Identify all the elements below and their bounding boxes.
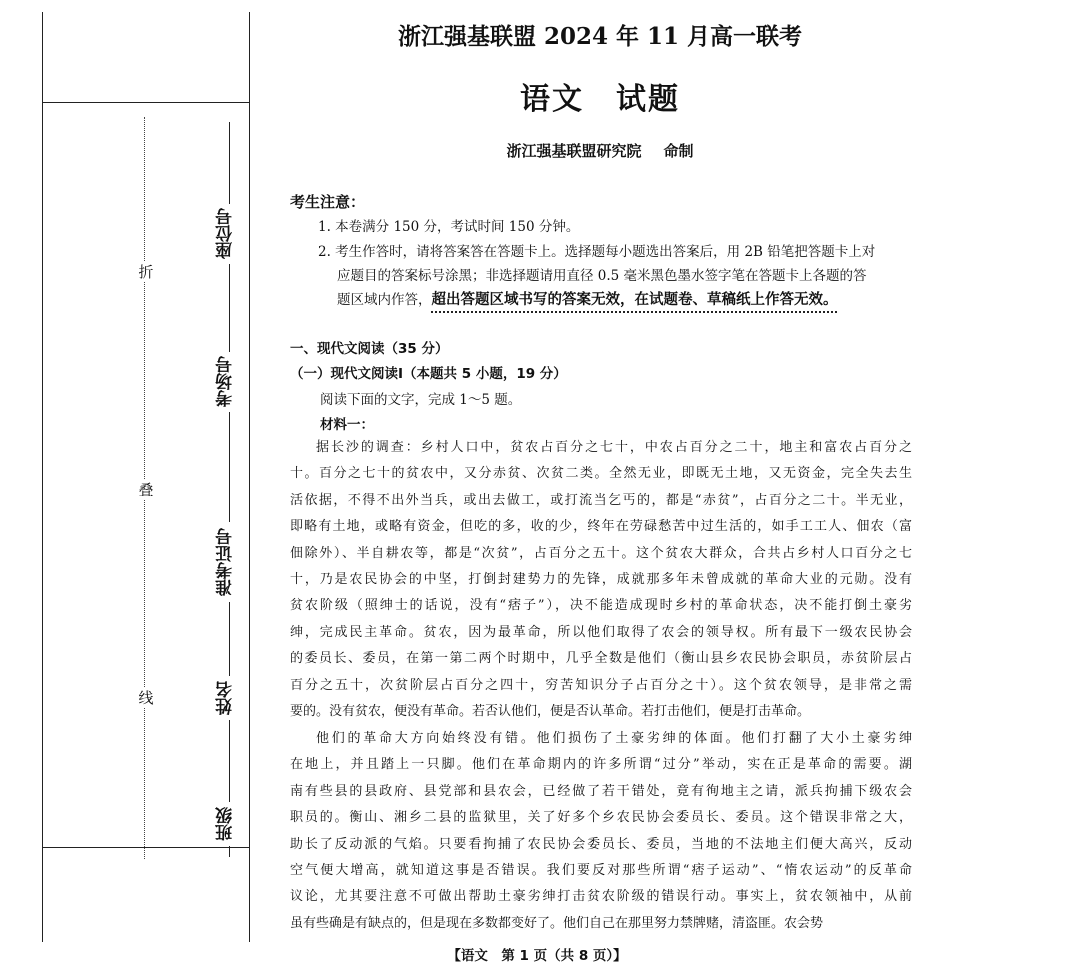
fold-char-3: 线 [136, 688, 156, 708]
paragraph-line: 要的。没有贫农，便没有革命。若否认他们，便是否认革命。若打击他们，便是打击革命。 [290, 703, 811, 719]
field-name: 姓名 [213, 676, 245, 720]
margin-bottom-divider [43, 847, 249, 848]
notice-heading: 考生注意： [290, 193, 366, 211]
publisher-role: 命制 [663, 142, 694, 160]
page-footer: 【语文 第 1 页（共 8 页）】 [447, 948, 627, 964]
field-exam-room: 考场号 [213, 352, 245, 412]
subpart-heading: （一）现代文阅读Ⅰ（本题共 5 小题，19 分） [290, 366, 567, 382]
paragraph-line: 南有些县的县政府、县党部和县农会，已经做了若干错处，竟有徇地主之请，派兵拘捕下级农会 [290, 783, 912, 799]
paragraph-line: 绅，完成民主革命。贫农，因为最革命，所以他们取得了农会的领导权。所有最下一级农民协会 [290, 624, 912, 640]
field-seat-number: 座位号 [213, 204, 245, 264]
paragraph-line: 十，乃是农民协会的中坚，打倒封建势力的先锋，成就那多年未曾成就的革命大业的元勋。没有 [290, 571, 912, 587]
fold-char-1: 折 [136, 262, 156, 282]
margin-top-divider [43, 102, 249, 103]
fold-char-2: 叠 [136, 480, 156, 500]
paragraph-line: 贫农阶级（照绅士的话说，没有“痞子”），决不能造成现时乡村的革命状态，决不能打倒土豪劣 [290, 598, 912, 614]
paragraph-line: 活依据，不得不出外当兵，或出去做工，或打流当乞丐的，都是“赤贫”，占百分之二十。半无业， [290, 492, 912, 508]
paragraph-line: 他们的革命大方向始终没有错。他们损伤了土豪劣绅的体面。他们打翻了大小土豪劣绅 [316, 731, 912, 746]
material-paragraph-2 [290, 726, 912, 937]
exam-title: 浙江强基联盟 2024 年 11 月高一联考 [397, 23, 803, 50]
paragraph-line: 十。百分之七十的贫农中，又分赤贫、次贫二类。全然无业，即既无土地，又无资金，完全失去生 [290, 466, 912, 482]
notice-item-2-line-2: 应题目的答案标号涂黑；非选择题请用直径 0.5 毫米黑色墨水签字笔在答题卡上各题的答 [337, 268, 867, 284]
notice-emphasis-text: 超出答题区域书写的答案无效，在试题卷、草稿纸上作答无效。 [431, 292, 838, 308]
subject-title [288, 74, 912, 118]
publisher-line [288, 140, 912, 161]
paragraph-line: 职员的。衡山、湘乡二县的监狱里，关了好多个乡农民协会委员长、委员。这个错误非常之大， [290, 810, 912, 826]
binding-margin [42, 12, 250, 942]
paragraph-line: 虽有些确是有缺点的，但是现在多数都变好了。他们自己在那里努力禁牌赌，清盗匪。农会势 [290, 915, 824, 931]
reading-instruction: 阅读下面的文字，完成 1～5 题。 [320, 392, 522, 408]
paragraph-line: 议论，尤其要注意不可做出帮助土豪劣绅打击贫农阶级的错误行动。事实上，贫农领袖中，从前 [290, 889, 912, 905]
paragraph-line: 空气便大增高，就知道这事是否错误。我们要反对那些所谓“痞子运动”、“惰农运动”的反革命 [290, 862, 912, 878]
publisher-name: 浙江强基联盟研究院 [506, 142, 642, 160]
field-class: 班级 [213, 802, 245, 846]
notice-item-2-line-3 [337, 288, 838, 309]
notice-plain-text: 题区域内作答， [337, 292, 432, 308]
paper-type: 试题 [616, 82, 680, 117]
part-heading: 一、现代文阅读（35 分） [290, 341, 449, 357]
notice-item-2-line-1: 2. 考生作答时，请将答案答在答题卡上。选择题每小题选出答案后，用 2B 铅笔把答题卡上对 [318, 244, 876, 260]
subject-name: 语文 [520, 82, 584, 117]
notice-item-1: 1. 本卷满分 150 分，考试时间 150 分钟。 [318, 219, 580, 235]
paragraph-line: 即略有土地，或略有资金，但吃的多，收的少，终年在劳碌愁苦中过生活的，如手工工人、佃农（富 [290, 519, 912, 535]
paragraph-line: 助长了反动派的气焰。只要看拘捕了农民协会委员长、委员，当地的不法地主们便大高兴，反动 [290, 836, 912, 852]
material-label: 材料一： [320, 417, 374, 433]
paragraph-line: 据长沙的调查：乡村人口中，贫农占百分之七十，中农占百分之二十，地主和富农占百分之 [316, 440, 912, 455]
paragraph-line: 在地上，并且踏上一只脚。他们在革命期内的许多所谓“过分”举动，实在正是革命的需要。湖 [290, 757, 912, 773]
paragraph-line: 佃除外）、半自耕农等，都是“次贫”，占百分之五十。这个贫农大群众，合共占乡村人口百分之七 [290, 545, 912, 561]
material-paragraph-1 [290, 435, 912, 725]
paragraph-line: 的委员长、委员，在第一第二两个时期中，几乎全数是他们（衡山县乡农民协会职员，赤贫阶层占 [290, 651, 912, 667]
paragraph-line: 百分之五十，次贫阶层占百分之四十，穷苦知识分子占百分之十）。这个贫农领导，是非常之需 [290, 677, 912, 693]
field-admission-number: 准考证号 [213, 522, 245, 602]
